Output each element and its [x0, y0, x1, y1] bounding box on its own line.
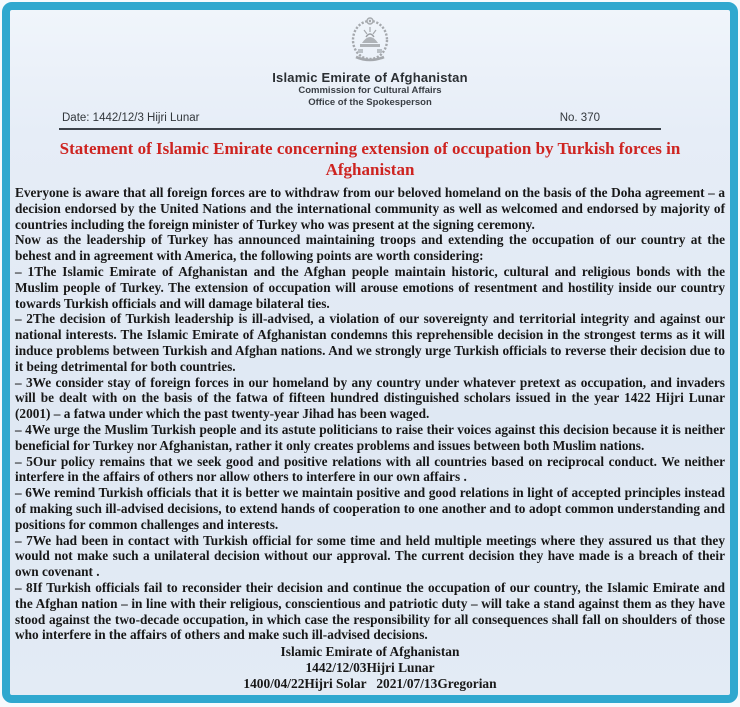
point-1: – 1The Islamic Emirate of Afghanistan and the Afghan people maintain historic, cultural and religious bonds with the Muslim people of Turkey. The extension of occupation will arouse emotions of resentment and hostility inside our country towards Turkish officials and will damage bilateral ties.	[15, 263, 725, 311]
date-label: Date: 1442/12/3 Hijri Lunar	[62, 112, 200, 124]
document-number: No. 370	[559, 112, 600, 124]
signature-block	[10, 644, 730, 692]
paragraph-preamble: Now as the leadership of Turkey has announced maintaining troops and extending the occupation of our country at the behest and in agreement with America, the following points are worth considering:	[15, 232, 725, 264]
paragraph-intro: Everyone is aware that all foreign forces are to withdraw from our beloved homeland on the basis of the Doha agreement – a decision endorsed by the United Nations and the international community as well as welcomed and endorsed by majority of countries including the foreign minister of Turkey who was present at the signing ceremony.	[15, 185, 725, 232]
statement-document	[2, 2, 738, 703]
date-number-row	[62, 112, 600, 124]
letterhead	[10, 10, 730, 109]
statement-body	[15, 185, 725, 643]
signature-org: Islamic Emirate of Afghanistan	[280, 644, 460, 660]
afghanistan-emblem-icon	[348, 15, 392, 63]
point-2: – 2The decision of Turkish leadership is ill-advised, a violation of our sovereignty and territorial integrity and against our national interests. The Islamic Emirate of Afghanistan condemns this reprehensible decision in the strongest terms as it will induce problems between Turkish and Afghan nations. And we strongly urge Turkish officials to reverse their decision due to it being detrimental for both countries.	[15, 311, 725, 374]
header-divider	[59, 128, 661, 130]
point-7: – 7We had been in contact with Turkish official for some time and held multiple meetings where they assured us that they would not make such a unilateral decision without our approval. The current decision they have made is a breach of their own covenant .	[15, 532, 725, 580]
point-3: – 3We consider stay of foreign forces in our homeland by any country under whatever pretext as occupation, and invaders will be dealt with on the basis of the fatwa of fifteen hundred distinguished scholars issued in the year 1422 Hijri Lunar (2001) – a fatwa under which the past twenty-year Jihad has been waged.	[15, 374, 725, 422]
point-8: – 8If Turkish officials fail to reconsider their decision and continue the occupation of our country, the Islamic Emirate and the Afghan nation – in line with their religious, conscientious and patriotic duty – will take a stand against them as they have stood against the two-decade occupation, in which case the responsibility for all consequences shall fall on shoulders of those who interfere in the affairs of others and make such ill-advised decisions.	[15, 579, 725, 643]
point-6: – 6We remind Turkish officials that it is better we maintain positive and good relations in light of accepted principles instead of making such ill-advised decisions, to extend hands of cooperation to one another and to adopt common understanding and positions for common challenges and interests.	[15, 485, 725, 532]
signature-date-solar-gregorian: 1400/04/22Hijri Solar 2021/07/13Gregorian	[243, 676, 497, 692]
point-4: – 4We urge the Muslim Turkish people and its astute politicians to raise their voices against this decision because it is neither beneficial for Turkey nor Afghanistan, rather it only creates problems and issues between both Muslim nations.	[15, 421, 725, 453]
point-5: – 5Our policy remains that we seek good and positive relations with all countries based on reciprocal conduct. We neither interfere in the affairs of others nor allow others to interfere in our own affairs .	[15, 453, 725, 485]
commission-line: Commission for Cultural Affairs	[298, 85, 442, 96]
signature-date-lunar: 1442/12/03Hijri Lunar	[305, 660, 435, 676]
office-line: Office of the Spokesperson	[308, 97, 432, 108]
statement-title: Statement of Islamic Emirate concerning extension of occupation by Turkish forces in Afghanistan	[59, 139, 681, 179]
org-name: Islamic Emirate of Afghanistan	[272, 70, 468, 85]
